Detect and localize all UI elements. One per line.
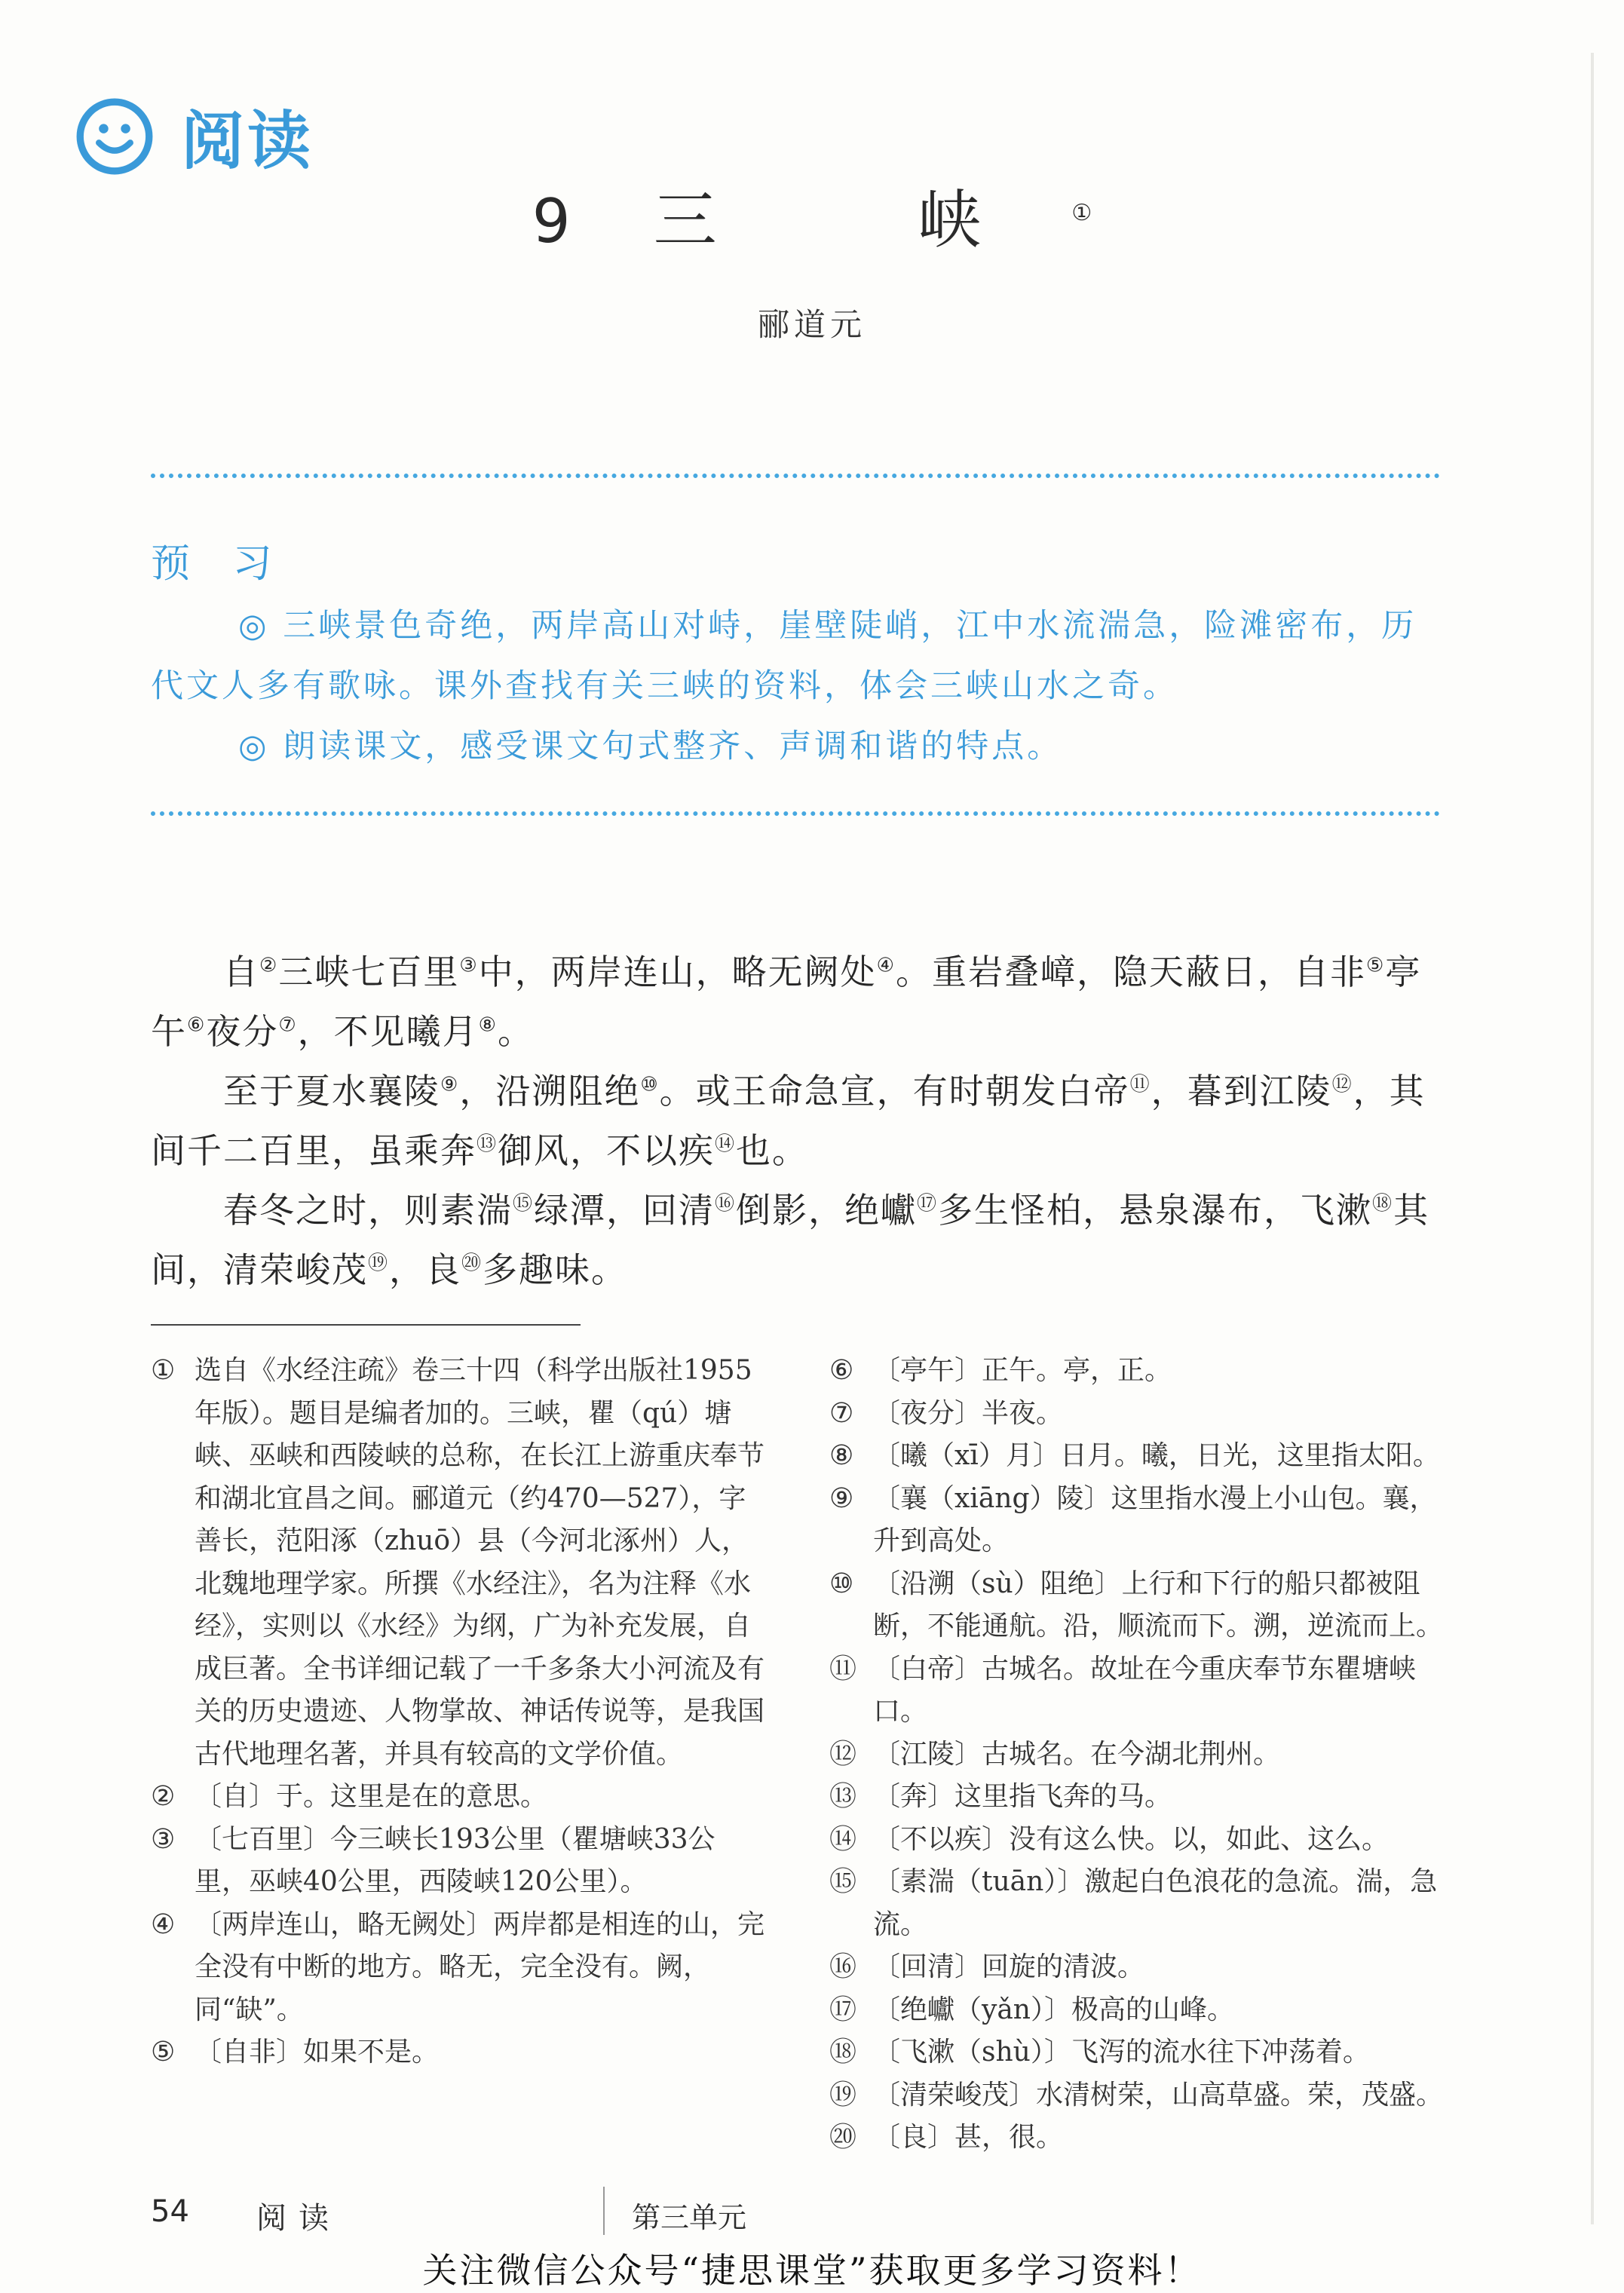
footnote xyxy=(829,1734,1444,1776)
passage-text: 中，两岸连山，略无阙处 xyxy=(478,952,877,992)
footnote-number: ③ xyxy=(151,1823,176,1855)
preview-item: ◎ 朗读课文，感受课文句式整齐、声调和谐的特点。 xyxy=(238,728,1063,765)
footnote-text: 〔七百里〕今三峡长193公里（瞿塘峡33公里，巫峡40公里，西陵峡120公里）。 xyxy=(195,1823,715,1897)
passage-text: 。或王命急宣，有时朝发白帝 xyxy=(659,1071,1130,1111)
passage-text: ，暮到江陵 xyxy=(1151,1071,1332,1111)
footnote-number: ⑥ xyxy=(829,1355,854,1386)
footnote-marker: ⑧ xyxy=(478,1013,498,1037)
footnote xyxy=(151,1776,769,1819)
footnote-text: 〔奔〕这里指飞奔的马。 xyxy=(873,1781,1172,1812)
footnote-number: ⑰ xyxy=(829,1994,857,2025)
lesson-title-note: ① xyxy=(1071,200,1092,226)
passage-text: 春冬之时，则素湍 xyxy=(223,1190,513,1231)
footnote-number: ⑬ xyxy=(829,1781,857,1812)
footnote xyxy=(151,1819,769,1904)
footnote-text: 〔两岸连山，略无阙处〕两岸都是相连的山，完全没有中断的地方。略无，完全没有。阙，同“缺”。 xyxy=(195,1908,765,2025)
footnote xyxy=(151,2031,769,2074)
footnote-marker: ⑭ xyxy=(715,1133,737,1156)
footnote-marker: ⑱ xyxy=(1372,1192,1394,1215)
footnote xyxy=(829,2031,1444,2074)
passage xyxy=(151,943,1444,1300)
footnote-text: 选自《水经注疏》卷三十四（科学出版社1955年版）。题目是编者加的。三峡，瞿（qú）塘峡、巫峡和西陵峡的总称，在长江上游重庆奉节和湖北宜昌之间。郦道元（约470—527），字善长，范阳涿（zhuō）县（今河北涿州）人，北魏地理学家。所撰《水经注》，名为注释《水经》，实则以《水经》为纲，广为补充发展，自成巨著。全书详细记载了一千多条大小河流及有关的历史遗迹、人物掌故、神话传说等，是我国古代地理名著，并具有较高的文学价值。 xyxy=(195,1355,765,1770)
footnotes-right xyxy=(829,1350,1444,2160)
footnote xyxy=(829,2117,1444,2160)
footnote-text: 〔沿溯（sù）阻绝〕上行和下行的船只都被阻断，不能通航。沿，顺流而下。溯，逆流而上。 xyxy=(873,1568,1444,1642)
footnote-number: ④ xyxy=(151,1908,176,1940)
passage-text: ，不见曦月 xyxy=(297,1011,479,1052)
passage-text: ，良 xyxy=(389,1249,462,1290)
passage-text: 至于夏水襄陵 xyxy=(223,1071,440,1111)
passage-text: 亭午 xyxy=(151,952,1422,1052)
footnote-marker: ⑲ xyxy=(368,1252,390,1275)
passage-text: 自 xyxy=(223,952,259,992)
footnote xyxy=(829,1563,1444,1648)
footnote-marker: ④ xyxy=(876,954,896,977)
footnote-number: ⑮ xyxy=(829,1866,857,1897)
section-header xyxy=(75,90,314,182)
footer-divider xyxy=(603,2187,605,2235)
preview-divider-bottom xyxy=(151,811,1440,816)
preview-heading: 预 习 xyxy=(151,541,287,587)
passage-text: 倒影，绝巘 xyxy=(736,1190,918,1231)
passage-text: ，其间千二百里，虽乘奔 xyxy=(151,1071,1426,1171)
footnote-text: 〔亭午〕正午。亭，正。 xyxy=(873,1355,1172,1386)
footnote-marker: ⑳ xyxy=(461,1252,483,1275)
passage-text: 三峡七百里 xyxy=(278,952,460,992)
footnote xyxy=(829,1989,1444,2032)
footnotes-left xyxy=(151,1350,769,2074)
footnote xyxy=(829,1648,1444,1734)
footnote xyxy=(829,1350,1444,1393)
footnote-text: 〔襄（xiāng）陵〕这里指水漫上小山包。襄，升到高处。 xyxy=(873,1482,1437,1556)
passage-paragraph xyxy=(151,943,1444,1062)
passage-text: 多生怪柏，悬泉瀑布，飞漱 xyxy=(938,1190,1373,1231)
footnote-number: ⑨ xyxy=(829,1482,854,1514)
passage-text: 其间，清荣峻茂 xyxy=(151,1190,1430,1290)
passage-text: ，沿溯阻绝 xyxy=(459,1071,641,1111)
footnote-marker: ⑯ xyxy=(715,1192,737,1215)
footnote xyxy=(829,1435,1444,1478)
footnote-text: 〔白帝〕古城名。故址在今重庆奉节东瞿塘峡口。 xyxy=(873,1653,1417,1727)
preview-item: ◎ 三峡景色奇绝，两岸高山对峙，崖壁陡峭，江中水流湍急，险滩密布，历代文人多有歌咏。课外查找有关三峡的资料，体会三峡山水之奇。 xyxy=(151,607,1417,705)
footnote xyxy=(829,1478,1444,1563)
footnote-number: ⑱ xyxy=(829,2037,857,2068)
footnote-text: 〔良〕甚，很。 xyxy=(873,2122,1064,2153)
promo-banner: 关注微信公众号“捷思课堂”获取更多学习资料！ xyxy=(422,2250,1202,2291)
footnote-text: 〔飞漱（shù）〕飞泻的流水往下冲荡着。 xyxy=(873,2037,1370,2068)
footnote-text: 〔不以疾〕没有这么快。以，如此、这么。 xyxy=(873,1823,1390,1855)
passage-text: 御风，不以疾 xyxy=(498,1130,715,1171)
footnote-number: ① xyxy=(151,1355,176,1386)
footnote xyxy=(829,1776,1444,1819)
footnote-text: 〔清荣峻茂〕水清树荣，山高草盛。荣，茂盛。 xyxy=(873,2079,1444,2111)
footer-unit: 第三单元 xyxy=(632,2201,747,2234)
footnote-marker: ⑰ xyxy=(917,1192,939,1215)
footnote-marker: ⑮ xyxy=(513,1192,535,1215)
footnote xyxy=(829,1819,1444,1862)
footnote-number: ⑩ xyxy=(829,1568,854,1599)
footnote-marker: ⑩ xyxy=(640,1073,660,1096)
footnote-number: ② xyxy=(151,1781,176,1812)
footnote-marker: ② xyxy=(259,954,279,977)
footnote-marker: ⑫ xyxy=(1331,1073,1353,1096)
page-number: 54 xyxy=(151,2194,189,2229)
author: 郦道元 xyxy=(757,306,866,343)
footnote-marker: ③ xyxy=(459,954,479,977)
lesson-title-text: 三 峡 xyxy=(653,183,1072,257)
passage-text: 绿潭，回清 xyxy=(534,1190,715,1231)
smiley-face-icon xyxy=(75,97,154,176)
passage-paragraph xyxy=(151,1062,1444,1181)
footnote-number: ⑭ xyxy=(829,1823,857,1855)
footnote-marker: ⑥ xyxy=(187,1013,207,1037)
footnote-text: 〔绝巘（yǎn）〕极高的山峰。 xyxy=(873,1994,1234,2025)
footnote xyxy=(829,2074,1444,2117)
lesson-title xyxy=(654,183,1092,257)
footnote xyxy=(151,1904,769,2032)
footnote xyxy=(829,1946,1444,1989)
preview-divider-top xyxy=(151,474,1440,478)
footnote-text: 〔夜分〕半夜。 xyxy=(873,1397,1064,1429)
footnote-marker: ⑪ xyxy=(1129,1073,1151,1096)
footnote-number: ⑪ xyxy=(829,1653,857,1684)
footnote-number: ⑫ xyxy=(829,1738,857,1770)
footnote-marker: ⑨ xyxy=(440,1073,460,1096)
lesson-number: 9 xyxy=(532,186,571,256)
footer-section: 阅读 xyxy=(256,2201,341,2236)
footnote-text: 〔自〕于。这里是在的意思。 xyxy=(195,1781,548,1812)
passage-text: 。重岩叠嶂，隐天蔽日，自非 xyxy=(895,952,1366,992)
footnote-text: 〔素湍（tuān）〕激起白色浪花的急流。湍，急流。 xyxy=(873,1866,1438,1940)
footnote xyxy=(829,1393,1444,1436)
footnote-marker: ⑤ xyxy=(1365,954,1386,977)
footnote-marker: ⑦ xyxy=(278,1013,298,1037)
preview-body xyxy=(151,596,1440,777)
footnote-number: ⑦ xyxy=(829,1397,854,1429)
footnote-number: ⑤ xyxy=(151,2037,176,2068)
lesson-title-block xyxy=(0,170,1624,261)
footnote-number: ⑧ xyxy=(829,1440,854,1471)
passage-text: 。 xyxy=(497,1011,534,1052)
footnote-text: 〔曦（xī）月〕日月。曦，日光，这里指太阳。 xyxy=(873,1440,1440,1471)
footnote-number: ⑲ xyxy=(829,2079,857,2111)
footnote-marker: ⑬ xyxy=(476,1133,498,1156)
footnote xyxy=(829,1861,1444,1946)
footnote-text: 〔自非〕如果不是。 xyxy=(195,2037,440,2068)
footnote-number: ⑯ xyxy=(829,1951,857,1982)
section-label: 阅读 xyxy=(181,104,314,178)
passage-text: 夜分 xyxy=(206,1011,279,1052)
footnote xyxy=(151,1350,769,1776)
footnote-rule xyxy=(151,1324,581,1326)
passage-text: 多趣味。 xyxy=(483,1249,628,1290)
footnote-text: 〔回清〕回旋的清波。 xyxy=(873,1951,1145,1982)
passage-text: 也。 xyxy=(736,1130,809,1171)
page-edge xyxy=(1591,53,1594,2224)
footnote-number: ⑳ xyxy=(829,2122,857,2153)
footnote-text: 〔江陵〕古城名。在今湖北荆州。 xyxy=(873,1738,1281,1770)
passage-paragraph xyxy=(151,1181,1444,1300)
